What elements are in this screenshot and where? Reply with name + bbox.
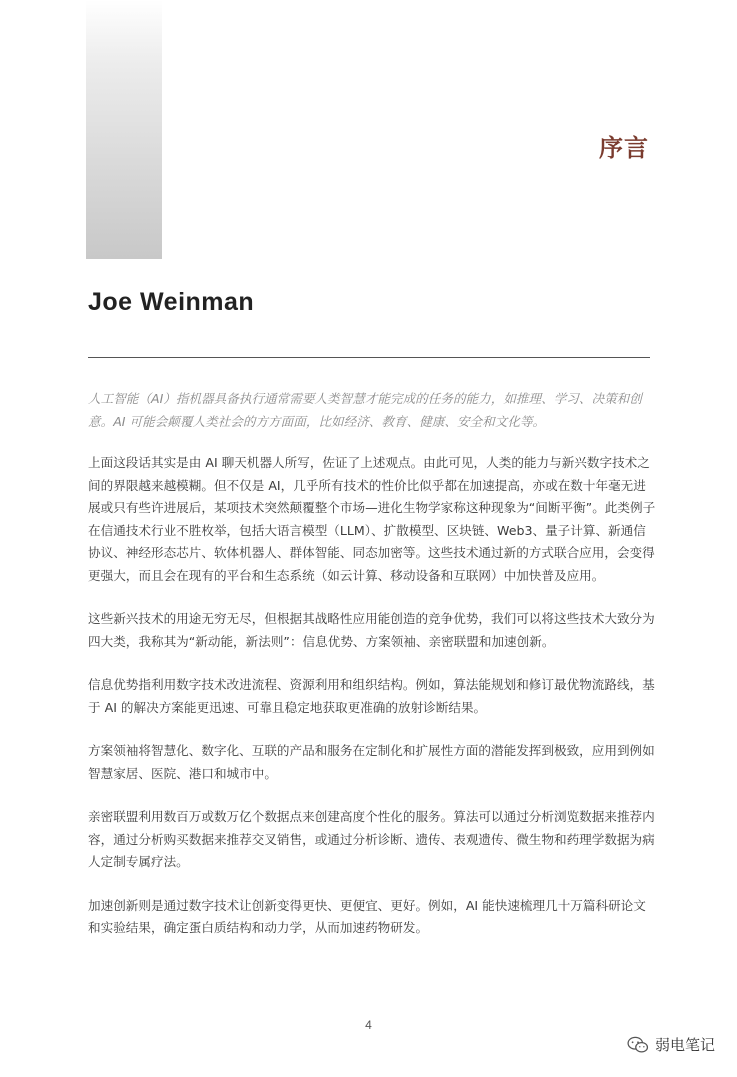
intro-paragraph: 人工智能（AI）指机器具备执行通常需要人类智慧才能完成的任务的能力，如推理、学习、决策和创意。AI 可能会颠覆人类社会的方方面面，比如经济、教育、健康、安全和文化等。 bbox=[88, 391, 642, 429]
body-paragraph: 亲密联盟利用数百万或数万亿个数据点来创建高度个性化的服务。算法可以通过分析浏览数据来推荐内容，通过分析购买数据来推荐交叉销售，或通过分析诊断、遗传、表观遗传、微生物和药理学数据为病人定制专属疗法。 bbox=[88, 809, 655, 869]
body-paragraph: 信息优势指利用数字技术改进流程、资源利用和组织结构。例如，算法能规划和修订最优物流路线，基于 AI 的解决方案能更迅速、可靠且稳定地获取更准确的放射诊断结果。 bbox=[88, 677, 655, 715]
wechat-icon bbox=[627, 1036, 649, 1054]
body-paragraph: 加速创新则是通过数字技术让创新变得更快、更便宜、更好。例如，AI 能快速梳理几十万篇科研论文和实验结果，确定蛋白质结构和动力学，从而加速药物研发。 bbox=[88, 897, 646, 935]
watermark-text: 弱电笔记 bbox=[654, 1036, 715, 1054]
body-paragraph: 上面这段话其实是由 AI 聊天机器人所写，佐证了上述观点。由此可见，人类的能力与新兴数字技术之间的界限越来越模糊。但不仅是 AI，几乎所有技术的性价比似乎都在加速提高，亦或在数十年毫无进展或只有些许进展后，某项技术突然颠覆整个市场—进化生物学家称这种现象为“间断平衡”。此类例子在信通技术行业不胜枚举，包括大语言模型（LLM）、扩散模型、区块链、Web3、量子计算、新通信协议、神经形态芯片、软体机器人、群体智能、同态加密等。这些技术通过新的方式联合应用，会变得更强大，而且会在现有的平台和生态系统（如云计算、移动设备和互联网）中加快普及应用。 bbox=[88, 455, 656, 583]
decorative-gray-bar bbox=[86, 0, 162, 259]
section-title: 序言 bbox=[599, 134, 649, 162]
divider bbox=[88, 357, 650, 358]
page-number: 4 bbox=[365, 1018, 372, 1032]
body-paragraph: 方案领袖将智慧化、数字化、互联的产品和服务在定制化和扩展性方面的潜能发挥到极致，应用到例如智慧家居、医院、港口和城市中。 bbox=[88, 743, 655, 781]
body-paragraph: 这些新兴技术的用途无穷无尽，但根据其战略性应用能创造的竞争优势，我们可以将这些技术大致分为四大类，我称其为“新动能，新法则”：信息优势、方案领袖、亲密联盟和加速创新。 bbox=[88, 611, 655, 649]
article-body bbox=[88, 388, 658, 961]
watermark bbox=[627, 1034, 715, 1055]
author-name: Joe Weinman bbox=[88, 288, 255, 316]
